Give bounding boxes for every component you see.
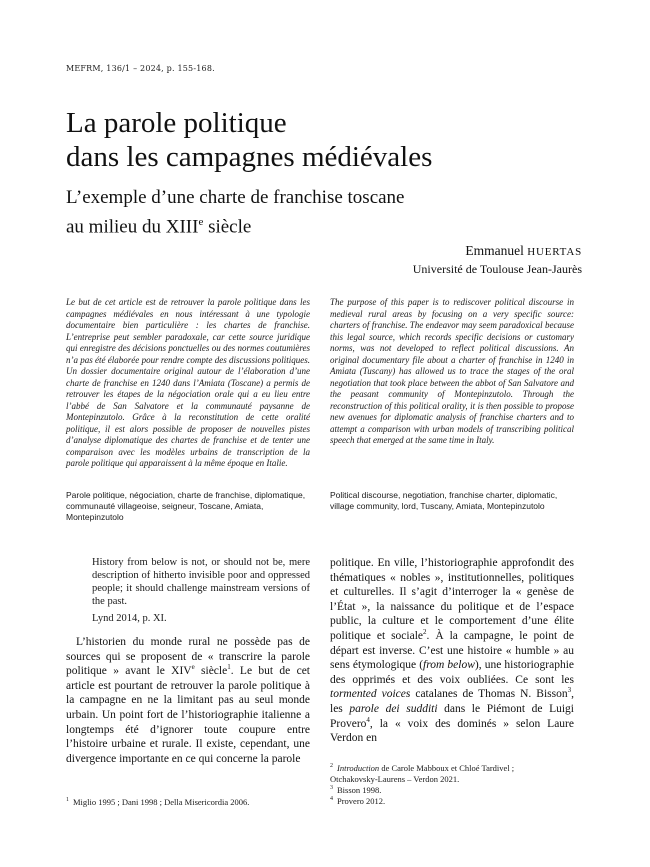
author-last-name: HUERTAS [527,246,582,258]
abstract-english: The purpose of this paper is to rediscover political discourse in medieval rural areas by focusing on a very specific source: charters of franchise. The endeavor may seem paradoxical because this legal source, which records specific decisions or customary norms, was not developed to reflect political discussions. An original documentary file about a charter of franchise in 1240 in Amiata (Tuscany) has allowed us to trace the stages of the oral negotiation that took place between the abbot of San Salvatore and the peasant community of Montepinzutolo. Through the reconstruction of this political orality, it is then possible to propose new avenues for diplomatic analysis of franchise charters and to attempt a comparison with urban models of transcribing political speech that emerged at the same time in Italy. [330,297,574,445]
subtitle-line-1: L’exemple d’une charte de franchise toscane [66,187,405,208]
author-name [465,243,582,259]
century-superscript: e [191,663,195,672]
body-right-italic-tormented-voices: tormented voices [330,688,411,701]
footnote-3-text: Bisson 1998. [337,785,382,795]
subtitle-line-2-end: siècle [203,216,252,238]
footnotes-left [66,797,310,808]
epigraph-quote: History from below is not, or should not be, mere description of hitherto invisible poor and oppressed people; it should challenge mainstream versions of the past. [92,557,310,607]
footnote-ref-3[interactable]: 3 [567,686,572,695]
body-right-text-f: dans le Piémont de Luigi Provero [330,702,574,730]
body-right-text-e: , les [330,688,574,715]
subtitle-line-2 [66,210,586,239]
body-right-italic-parole: parole dei sudditi [349,702,438,715]
footnote-1-number: 1 [66,797,69,804]
article-title [66,106,586,174]
footnotes-right [330,763,574,807]
body-right-text-b: . À la campagne, le point de départ est inverse. C’est une histoire « humble » au sens étymologique ( [330,629,574,672]
title-line-2: dans les campagnes médiévales [66,141,433,173]
footnote-4-number: 4 [330,796,333,803]
footnote-3 [330,785,574,796]
footnote-ref-4[interactable]: 4 [366,715,370,724]
body-column-left [66,635,310,766]
subtitle-line-2-text: au milieu du XIII [66,216,199,238]
footnote-2-continued: Otchakovsky-Laurens – Verdon 2021. [330,774,460,784]
article-subtitle [66,186,586,239]
body-right-text-d: catalanes de Thomas N. Bisson [410,688,568,701]
footnote-ref-2[interactable]: 2 [423,628,427,637]
abstract-french: Le but de cet article est de retrouver la parole politique dans les campagnes médiévales en nous intéressant à une typologie documentaire bien particulière : les chartes de franchise. L’entreprise peut sembler paradoxale, car cette source juridique qui enregistre des décisions ponctuelles ou des normes coutumières n’a pas été élaborée pour rendre compte des discussions politiques. Un dossier documentaire original autour de l’élaboration d’une charte de franchise en 1240 dans l’Amiata (Toscane) a permis de retrouver les étapes de la négociation orale qui a eu lieu entre l’abbé de San Salvatore et la communauté paysanne de Montepinzutolo. Grâce à la reconstitution de cette oralité politique, il est alors possible de proposer de nouvelles pistes d’analyse diplomatique des chartes de franchise et de tenter une comparaison avec les modèles urbains de transcription de la parole politique qui apparaissent à la même époque en Italie. [66,297,310,468]
body-left-text-2: siècle [194,665,228,678]
body-right-text-c: ), une historiographie des opprimés et des voix oubliées. Ce sont les [330,659,575,686]
body-right-italic-from-below: from below [423,659,475,672]
body-right-text-a: politique. En ville, l’historiographie approfondit des thématiques « nobles », institutionnelles, politiques et culturelles. Il s’agit d’interroger la « genèse de l’État », la naissance du politique et de l’espace public, la culture et le comportement d’une élite politique et sociale [330,557,574,642]
footnote-2 [330,763,574,774]
author-affiliation: Université de Toulouse Jean-Jaurès [412,262,582,276]
body-left-text-1: L’historien du monde rural ne possède pas de sources qui se proposent de « transcrire la parole politique » avant le XIV [66,636,310,678]
footnote-1 [66,797,310,808]
body-right-text-g: , la « voix des dominés » selon Laure Verdon en [330,717,574,745]
footnote-4 [330,796,574,807]
title-line-1: La parole politique [66,107,287,139]
running-head: MEFRM, 136/1 – 2024, p. 155-168. [66,64,215,73]
footnote-3-number: 3 [330,785,333,792]
subtitle-superscript: e [198,216,204,228]
keywords-english: Political discourse, negotiation, franchise charter, diplomatic, village community, lord, Tuscany, Amiata, Montepinzutolo [330,490,558,511]
author-first-name: Emmanuel [465,243,528,258]
body-column-right [330,556,574,746]
keywords-french: Parole politique, négociation, charte de franchise, diplomatique, communauté villageoise, seigneur, Toscane, Amiata, Montepinzutolo [66,490,306,522]
footnote-2-italic: Introduction [337,763,380,773]
epigraph-source: Lynd 2014, p. XI. [92,613,167,624]
footnote-1-text: Miglio 1995 ; Dani 1998 ; Della Misericordia 2006. [73,797,250,807]
footnote-2-number: 2 [330,763,333,770]
footnote-4-text: Provero 2012. [337,796,386,806]
footnote-ref-1[interactable]: 1 [227,663,231,672]
footnote-2-text: de Carole Mabboux et Chloé Tardivel ; [379,763,515,773]
body-left-text-3: . Le but de cet article est pourtant de retrouver la parole politique à la campagne en ne la limitant pas au seul monde urbain. Un point fort de l’historiographie italienne a longtemps été d’ignorer toute coupure entre l’histoire urbaine et rurale. Il existe, cependant, une divergence importante en ce qui concerne la parole [66,665,310,765]
